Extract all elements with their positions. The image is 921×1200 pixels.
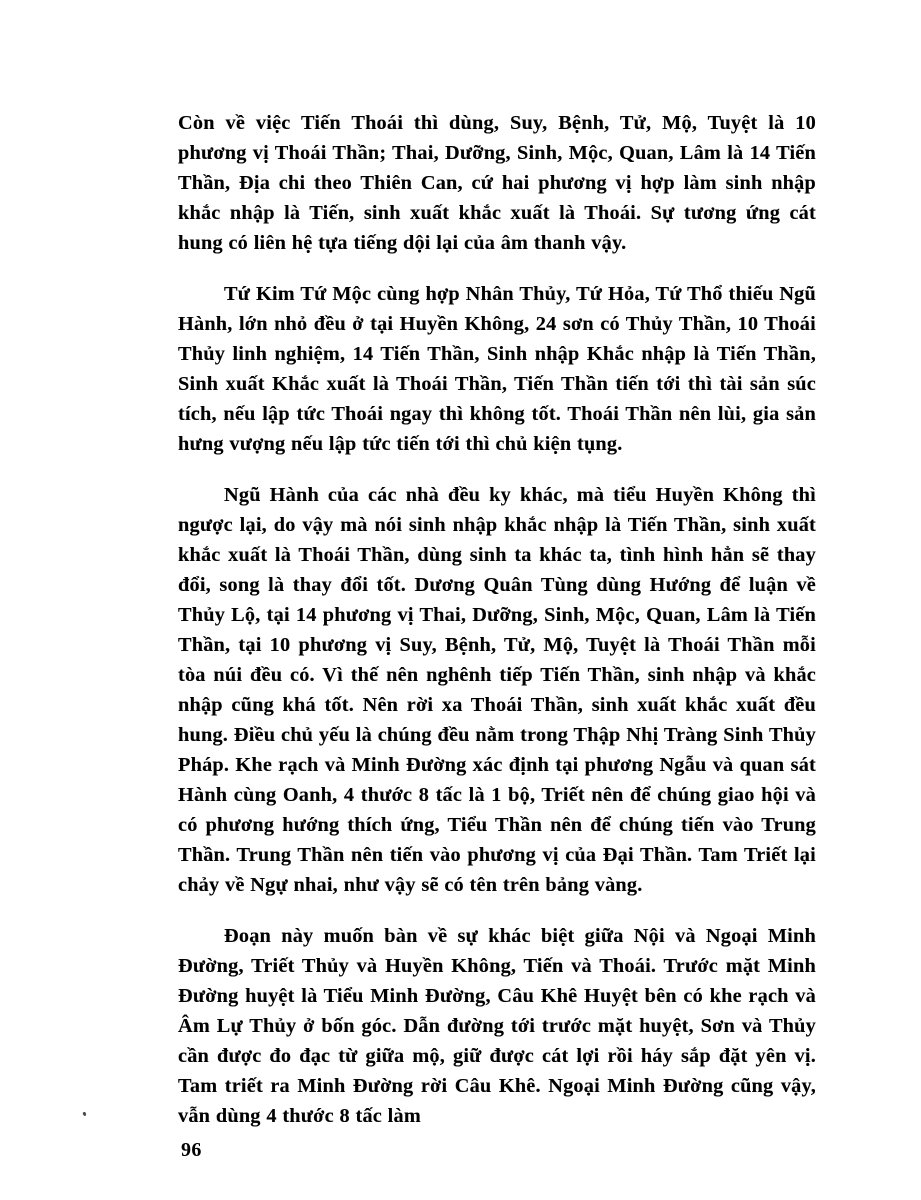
- paragraph-4: Đoạn này muốn bàn về sự khác biệt giữa Nội và Ngoại Minh Đường, Triết Thủy và Huyền Không, Tiến và Thoái. Trước mặt Minh Đường huyệt là Tiểu Minh Đường, Câu Khê Huyệt bên có khe rạch và Âm Lự Thủy ở bốn góc. Dẫn đường tới trước mặt huyệt, Sơn và Thủy cần được đo đạc từ giữa mộ, giữ được cát lợi rồi háy sắp đặt yên vị. Tam triết ra Minh Đường rời Câu Khê. Ngoại Minh Đường cũng vậy, vẫn dùng 4 thước 8 tấc làm: [178, 925, 816, 1127]
- page-number: 96: [181, 1139, 202, 1161]
- paragraph-1: Còn về việc Tiến Thoái thì dùng, Suy, Bệnh, Tử, Mộ, Tuyệt là 10 phương vị Thoái Thần; Thai, Dưỡng, Sinh, Mộc, Quan, Lâm là 14 Tiến Thần, Địa chi theo Thiên Can, cứ hai phương vị hợp làm sinh nhập khắc nhập là Tiến, sinh xuất khắc xuất là Thoái. Sự tương ứng cát hung có liên hệ tựa tiếng dội lại của âm thanh vậy.: [178, 112, 816, 254]
- paragraph-2: Tứ Kim Tứ Mộc cùng hợp Nhân Thủy, Tứ Hỏa, Tứ Thổ thiếu Ngũ Hành, lớn nhỏ đều ở tại Huyền Không, 24 sơn có Thủy Thần, 10 Thoái Thủy linh nghiệm, 14 Tiến Thần, Sinh nhập Khắc nhập là Tiến Thần, Sinh xuất Khắc xuất là Thoái Thần, Tiến Thần tiến tới thì tài sản súc tích, nếu lập tức Thoái ngay thì không tốt. Thoái Thần nên lùi, gia sản hưng vượng nếu lập tức tiến tới thì chủ kiện tụng.: [178, 283, 816, 455]
- body-text-column: [178, 108, 816, 1131]
- paragraph-3: Ngũ Hành của các nhà đều ky khác, mà tiểu Huyền Không thì ngược lại, do vậy mà nói sinh nhập khắc nhập là Tiến Thần, sinh xuất khắc xuất là Thoái Thần, dùng sinh ta khác ta, tình hình hẳn sẽ thay đổi, song là thay đổi tốt. Dương Quân Tùng dùng Hướng để luận về Thủy Lộ, tại 14 phương vị Thai, Dưỡng, Sinh, Mộc, Quan, Lâm là Tiến Thần, tại 10 phương vị Suy, Bệnh, Tử, Mộ, Tuyệt là Thoái Thần mỗi tòa núi đều có. Vì thế nên nghênh tiếp Tiến Thần, sinh nhập và khắc nhập cũng khá tốt. Nên rời xa Thoái Thần, sinh xuất khắc xuất đều hung. Điều chủ yếu là chúng đều nằm trong Thập Nhị Tràng Sinh Thủy Pháp. Khe rạch và Minh Đường xác định tại phương Ngẫu và quan sát Hành cùng Oanh, 4 thước 8 tấc là 1 bộ, Triết nên để chúng giao hội và có phương hướng thích ứng, Tiểu Thần nên để chúng tiến vào Trung Thần. Trung Thần nên tiến vào phương vị của Đại Thần. Tam Triết lại chảy về Ngự nhai, như vậy sẽ có tên trên bảng vàng.: [178, 484, 816, 896]
- scan-artifact-speck: [82, 1112, 86, 1117]
